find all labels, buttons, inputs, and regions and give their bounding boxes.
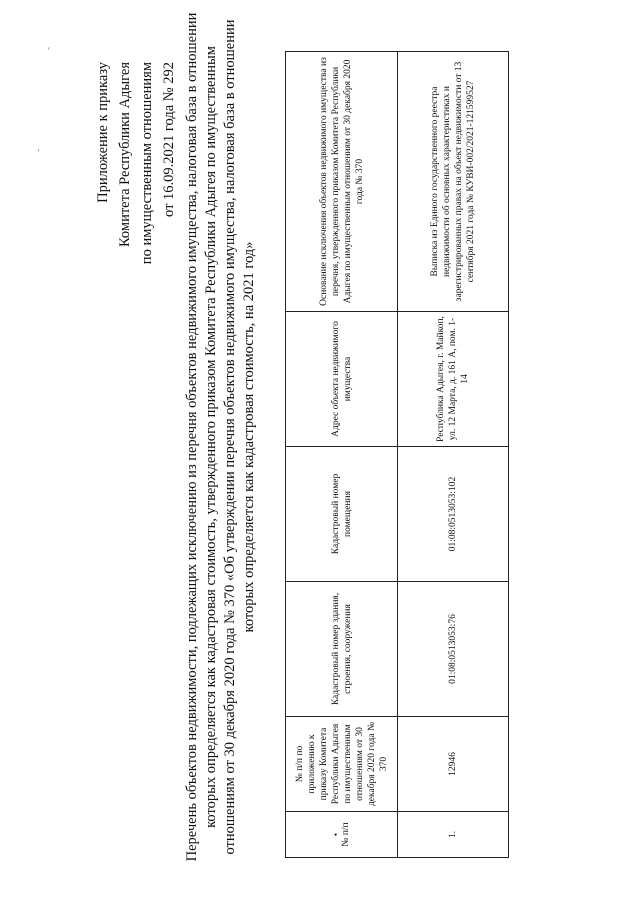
cell-basis: Выписка из Единого государственного реестра недвижимости об основных характеристиках и зарегистрированных правах на объект недвижимости от 13 сентября 2021 года № КУВИ-002/2021-121599527: [398, 52, 509, 312]
objects-table: [285, 51, 509, 858]
cell-num: 1.: [398, 812, 509, 858]
header-basis: Основание исключения объектов недвижимого имущества из перечня, утвержденного приказом Комитета Республики Адыгея по имущественным отношениям от 30 декабря 2020 года № 370: [286, 52, 398, 312]
appendix-header: [92, 62, 180, 362]
cell-address: Республика Адыгея, г. Майкоп, ул. 12 Марта, д. 161 А, пом. 1-14: [398, 312, 509, 447]
header-num-label: № п/п: [340, 822, 351, 847]
scan-mark: ': [38, 148, 40, 158]
table-header-row: [286, 52, 398, 858]
scan-mark: ': [48, 46, 50, 56]
document-title: Перечень объектов недвижимости, подлежащих исключению из перечня объектов недвижимого имущества, налоговая база в отношении которых определяется как кадастровая стоимость, утвержденного приказом Комитета Республики Адыгея по имущественным отношениям от 30 декабря 2020 года № 370 «Об утверждении перечня объектов недвижимого имущества, налоговая база в отношении которых определяется как кадастровая стоимость, на 2021 год»: [184, 12, 257, 862]
appendix-line: по имущественным отношениям: [139, 62, 155, 265]
header-room-cadastral: Кадастровый номер помещения: [286, 447, 398, 582]
header-order-num: № п/п по приложению к приказу Комитета Республики Адыгея по имущественным отношениям от 30 декабря 2020 года № 370: [286, 717, 398, 812]
cell-room-cadastral: 01:08:0513053:102: [398, 447, 509, 582]
appendix-date-line: от 16.09.2021 года № 292: [161, 62, 177, 217]
header-num: [286, 812, 398, 858]
cell-order-num: 12946: [398, 717, 509, 812]
appendix-line: Комитета Республики Адыгея: [117, 62, 133, 248]
cell-building-cadastral: 01:08:0513053:76: [398, 582, 509, 717]
appendix-line: Приложение к приказу: [95, 62, 111, 203]
table-row: [398, 52, 509, 858]
header-building-cadastral: Кадастровый номер здания, строения, сооружения: [286, 582, 398, 717]
header-address: Адрес объекта недвижимого имущества: [286, 312, 398, 447]
header-dot: •: [330, 832, 341, 837]
